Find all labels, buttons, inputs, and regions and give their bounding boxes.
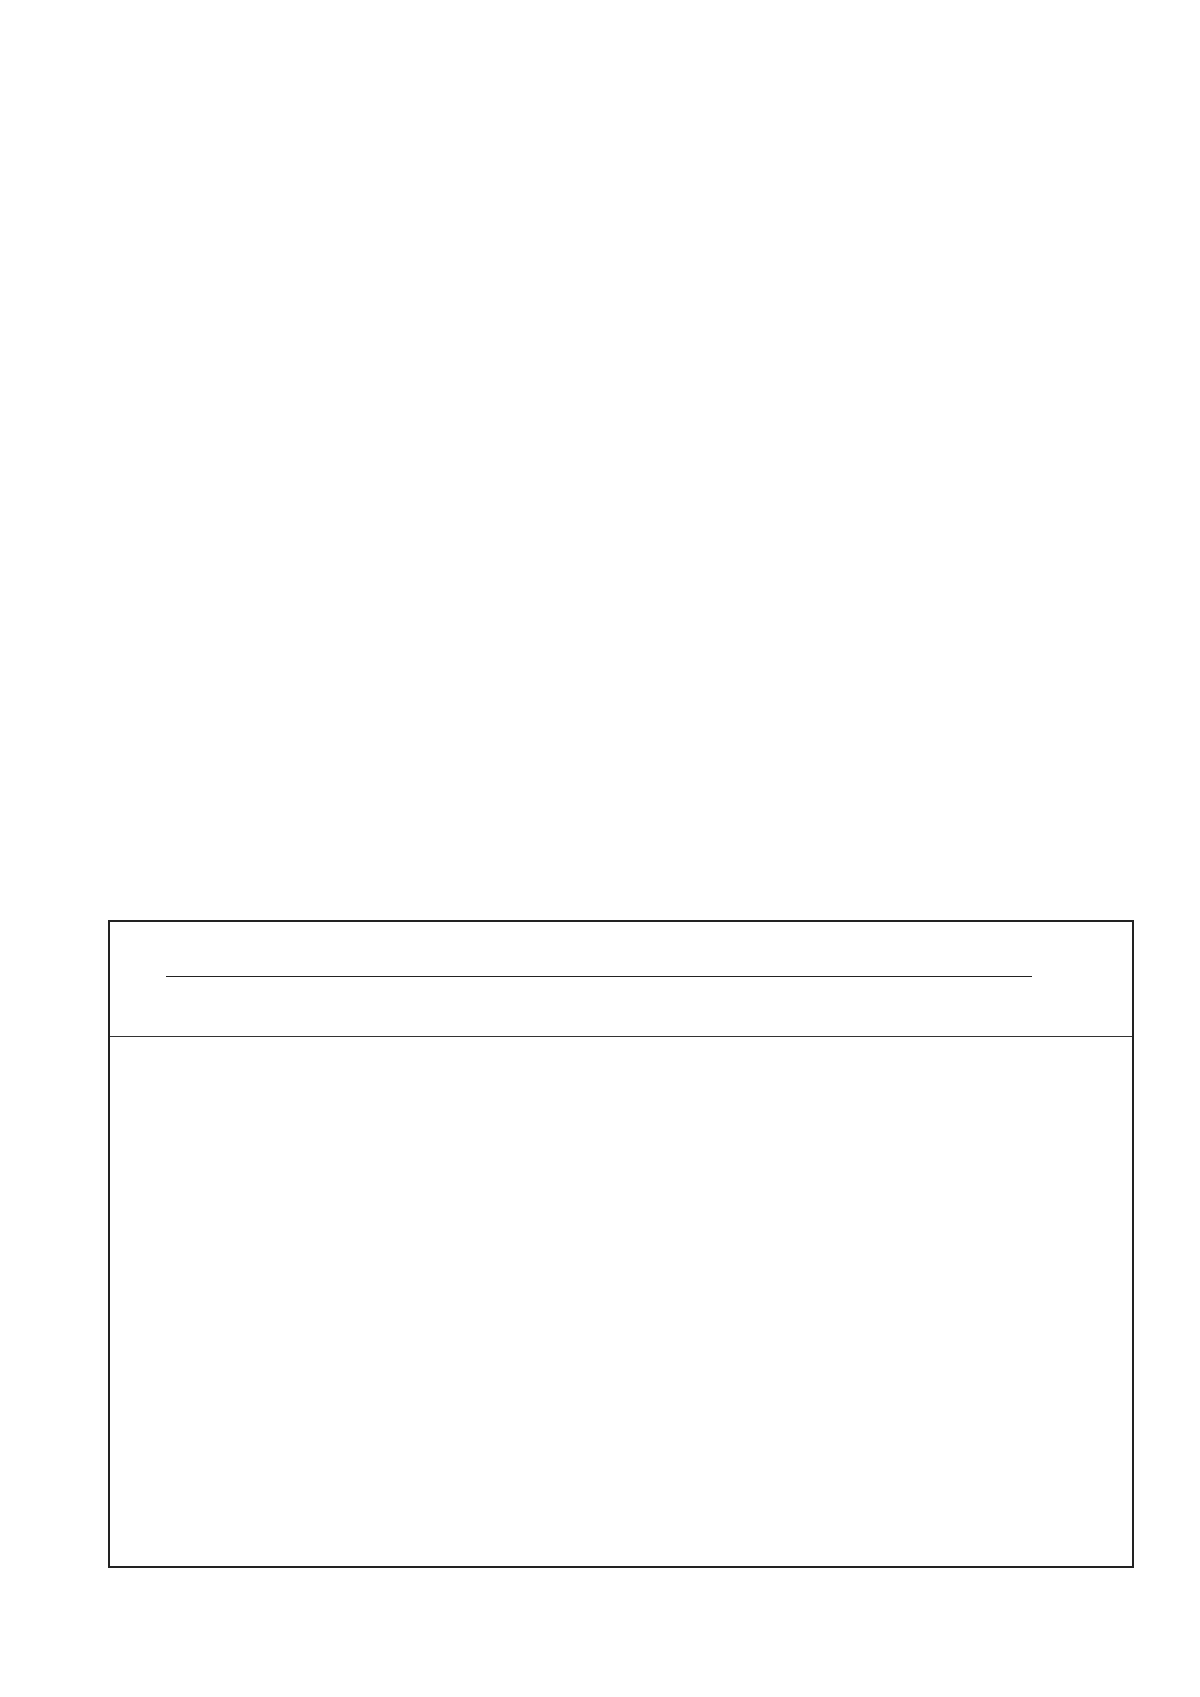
candidate-name-line bbox=[166, 976, 1032, 977]
score-rows bbox=[110, 1036, 1132, 1566]
score-table bbox=[108, 920, 1134, 1568]
candidate-name-area bbox=[110, 922, 1132, 1037]
document-title-block bbox=[100, 665, 1170, 667]
